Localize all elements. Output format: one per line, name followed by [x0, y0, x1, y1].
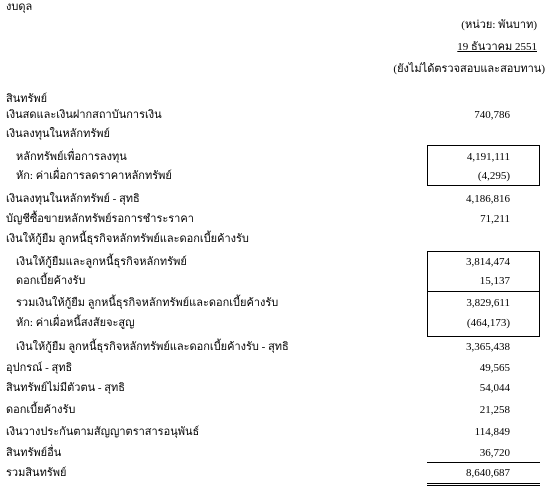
row-value: 4,186,816	[466, 193, 510, 205]
row-value: 8,640,687	[466, 467, 510, 479]
row-label: หัก: ค่าเผื่อหนี้สงสัยจะสูญ	[16, 317, 135, 329]
row-label: รวมเงินให้กู้ยืม ลูกหนี้ธุรกิจหลักทรัพย์และดอกเบี้ยค้างรับ	[16, 297, 279, 309]
row-label: เงินลงทุนในหลักทรัพย์ - สุทธิ	[6, 193, 140, 205]
statement-date: 19 ธันวาคม 2551	[457, 41, 537, 53]
row-label: หลักทรัพย์เพื่อการลงทุน	[16, 151, 127, 163]
table-row	[0, 340, 551, 354]
row-value: 15,137	[479, 275, 510, 287]
table-row	[0, 150, 551, 164]
table-row	[0, 446, 551, 460]
row-value: 54,044	[479, 382, 510, 394]
row-value: 3,365,438	[466, 341, 510, 353]
row-value: 4,191,111	[466, 151, 510, 163]
row-label: ดอกเบี้ยค้างรับ	[6, 404, 76, 416]
row-label: เงินให้กู้ยืม ลูกหนี้ธุรกิจหลักทรัพย์และดอกเบี้ยค้างรับ - สุทธิ	[16, 341, 289, 353]
table-row	[0, 232, 551, 246]
row-value: 49,565	[479, 362, 510, 374]
total-rule	[427, 462, 540, 463]
subtotal-rule	[427, 291, 540, 292]
row-label: ดอกเบี้ยค้างรับ	[16, 275, 86, 287]
row-label: เงินลงทุนในหลักทรัพย์	[6, 128, 110, 140]
table-row	[0, 108, 551, 122]
row-value: 36,720	[479, 447, 510, 459]
row-label: เงินสดและเงินฝากสถาบันการเงิน	[6, 109, 162, 121]
row-value: 71,211	[480, 213, 510, 225]
table-row	[0, 403, 551, 417]
row-label: เงินให้กู้ยืม ลูกหนี้ธุรกิจหลักทรัพย์และดอกเบี้ยค้างรับ	[6, 233, 249, 245]
row-label: เงินวางประกันตามสัญญาตราสารอนุพันธ์	[6, 426, 200, 438]
row-label: บัญชีซื้อขายหลักทรัพย์รอการชำระราคา	[6, 213, 194, 225]
table-row	[0, 381, 551, 395]
table-row	[0, 127, 551, 141]
document-title: งบดุล	[6, 1, 33, 13]
row-value: 740,786	[474, 109, 510, 121]
table-row	[0, 316, 551, 330]
row-value: 114,849	[474, 426, 510, 438]
row-label: อุปกรณ์ - สุทธิ	[6, 362, 73, 374]
row-value: (4,295)	[477, 170, 510, 182]
table-row	[0, 361, 551, 375]
grand-total-double-rule	[427, 483, 540, 486]
table-row	[0, 212, 551, 226]
row-value: 3,814,474	[466, 256, 510, 268]
table-row	[0, 466, 551, 480]
row-label: รวมสินทรัพย์	[6, 467, 67, 479]
audit-note: (ยังไม่ได้ตรวจสอบและสอบทาน)	[393, 63, 545, 75]
row-label: สินทรัพย์ไม่มีตัวตน - สุทธิ	[6, 382, 125, 394]
table-row	[0, 255, 551, 269]
row-value: 21,258	[479, 404, 510, 416]
section-title-assets: สินทรัพย์	[6, 93, 48, 105]
row-label: สินทรัพย์อื่น	[6, 447, 62, 459]
table-row	[0, 425, 551, 439]
table-row	[0, 169, 551, 183]
row-value: (464,173)	[466, 317, 510, 329]
row-label: หัก: ค่าเผื่อการลดราคาหลักทรัพย์	[16, 170, 172, 182]
unit-note: (หน่วย: พันบาท)	[461, 19, 537, 31]
table-row	[0, 274, 551, 288]
table-row	[0, 296, 551, 310]
table-row	[0, 192, 551, 206]
row-value: 3,829,611	[466, 297, 510, 309]
row-label: เงินให้กู้ยืมและลูกหนี้ธุรกิจหลักทรัพย์	[16, 256, 187, 268]
